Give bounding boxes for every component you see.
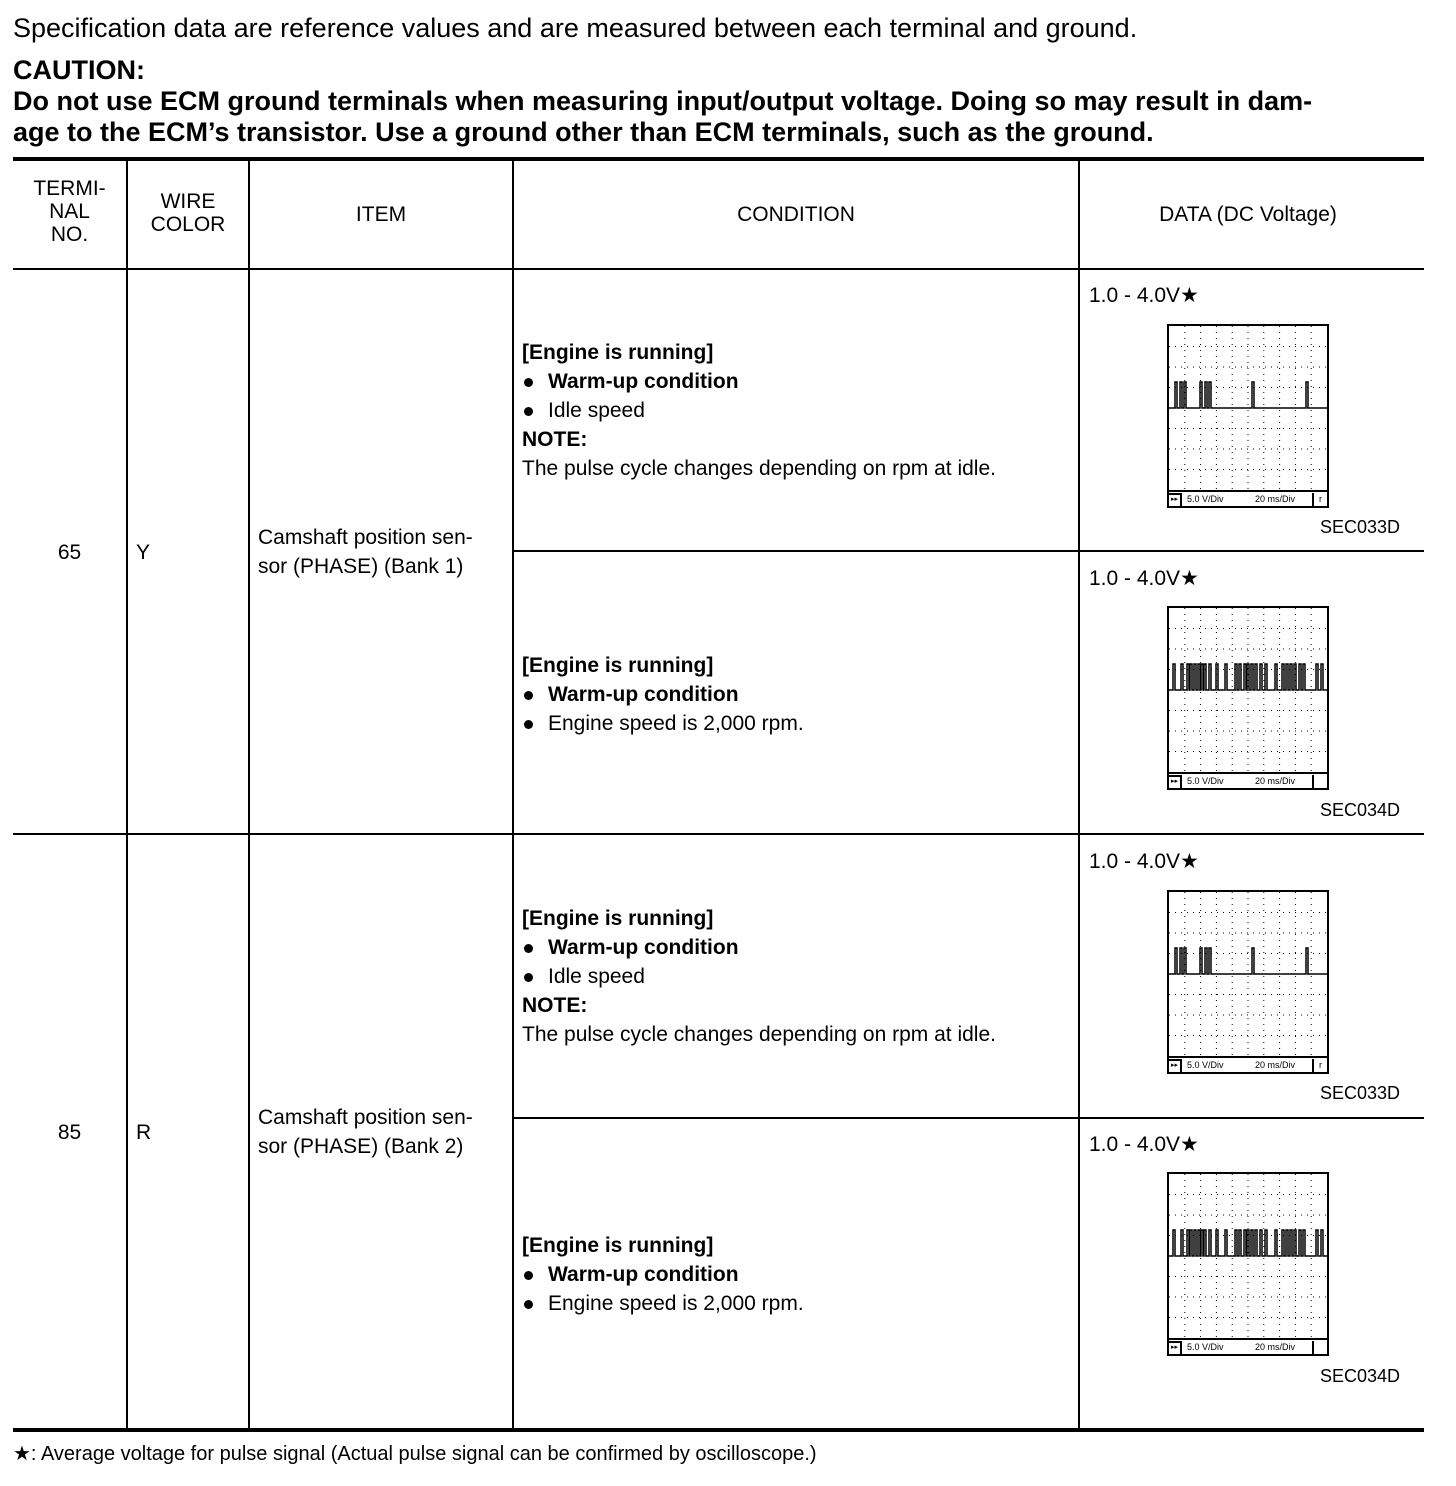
note-title: NOTE: — [522, 994, 588, 1017]
header-data: DATA (DC Voltage) — [1159, 203, 1337, 226]
col-divider-3 — [512, 160, 514, 1430]
oscilloscope-waveform — [1167, 890, 1329, 1074]
header-wire-color — [128, 190, 248, 236]
caution-title: CAUTION: — [13, 55, 145, 85]
condition-bullet: Warm-up condition — [522, 1260, 1074, 1289]
row-divider — [13, 833, 1424, 835]
condition-block — [522, 338, 1074, 483]
oscilloscope-waveform — [1167, 606, 1329, 790]
voltage-value: 1.0 - 4.0V★ — [1089, 850, 1199, 873]
scope-scale-v: 5.0 V/Div — [1187, 1342, 1224, 1352]
scope-plot — [1169, 1174, 1327, 1338]
item-description — [258, 1103, 508, 1161]
scope-scale-t: 20 ms/Div — [1255, 776, 1296, 786]
condition-bullet: Warm-up condition — [522, 680, 1074, 709]
col-divider-4 — [1078, 160, 1080, 1430]
header-terminal-line-1: TERMI- — [33, 177, 106, 200]
terminal-no: 65 — [57, 541, 82, 564]
col-divider-2 — [248, 160, 250, 1430]
scope-plot — [1169, 608, 1327, 772]
header-item: ITEM — [355, 203, 407, 226]
note-text: The pulse cycle changes depending on rpm at idle. — [522, 1023, 996, 1046]
scope-scale-t: 20 ms/Div — [1255, 1060, 1296, 1070]
wire-color: R — [136, 1121, 152, 1144]
condition-heading: [Engine is running] — [522, 341, 714, 364]
scope-scale-v: 5.0 V/Div — [1187, 1060, 1224, 1070]
wire-color: Y — [136, 541, 151, 564]
scope-status-divider — [1169, 772, 1327, 774]
caution-line-1: Do not use ECM ground terminals when measuring input/output voltage. Doing so may result in dam- — [13, 86, 1313, 116]
scope-status-divider — [1169, 490, 1327, 492]
subrow-divider-1 — [514, 550, 1424, 552]
figure-code: SEC034D — [1320, 1366, 1401, 1386]
condition-bullet: Engine speed is 2,000 rpm. — [522, 1289, 1074, 1318]
scope-scale-t: 20 ms/Div — [1255, 494, 1296, 504]
caution-text — [13, 86, 1443, 148]
header-condition: CONDITION — [737, 203, 855, 226]
fast-forward-icon: ▸▸ — [1169, 1059, 1182, 1072]
condition-block — [522, 904, 1074, 1049]
subrow-divider-2 — [514, 1117, 1424, 1119]
note-text: The pulse cycle changes depending on rpm at idle. — [522, 457, 996, 480]
condition-bullet: Warm-up condition — [522, 367, 1074, 396]
oscilloscope-waveform — [1167, 324, 1329, 508]
header-wire-line-1: WIRE — [160, 190, 216, 213]
item-line-2: sor (PHASE) (Bank 2) — [258, 1135, 464, 1158]
col-divider-1 — [126, 160, 128, 1430]
footnote: ★: Average voltage for pulse signal (Actual pulse signal can be confirmed by oscilloscope.) — [13, 1443, 817, 1465]
voltage-value: 1.0 - 4.0V★ — [1089, 1133, 1199, 1156]
note-title: NOTE: — [522, 428, 588, 451]
scope-plot — [1169, 892, 1327, 1056]
scope-end-label: r — [1312, 493, 1327, 506]
condition-heading: [Engine is running] — [522, 1234, 714, 1257]
voltage-value: 1.0 - 4.0V★ — [1089, 567, 1199, 590]
scope-scale-v: 5.0 V/Div — [1187, 776, 1224, 786]
fast-forward-icon: ▸▸ — [1169, 775, 1182, 788]
condition-bullet: Idle speed — [522, 396, 1074, 425]
intro-text: Specification data are reference values and are measured between each terminal and ground. — [13, 13, 1138, 43]
condition-block — [522, 651, 1074, 738]
scope-status-divider — [1169, 1056, 1327, 1058]
item-line-2: sor (PHASE) (Bank 1) — [258, 555, 464, 578]
voltage-value: 1.0 - 4.0V★ — [1089, 284, 1199, 307]
condition-bullet: Idle speed — [522, 962, 1074, 991]
oscilloscope-waveform — [1167, 1172, 1329, 1356]
table-top-rule — [13, 157, 1424, 161]
table-bottom-rule — [13, 1428, 1424, 1432]
scope-plot — [1169, 326, 1327, 490]
figure-code: SEC033D — [1320, 517, 1401, 537]
header-terminal-no — [13, 177, 126, 246]
condition-block — [522, 1231, 1074, 1318]
condition-bullet: Engine speed is 2,000 rpm. — [522, 709, 1074, 738]
scope-scale-t: 20 ms/Div — [1255, 1342, 1296, 1352]
scope-status-divider — [1169, 1338, 1327, 1340]
header-terminal-line-3: NO. — [50, 223, 89, 246]
fast-forward-icon: ▸▸ — [1169, 493, 1182, 506]
scope-scale-v: 5.0 V/Div — [1187, 494, 1224, 504]
scope-end-label — [1312, 775, 1327, 788]
item-line-1: Camshaft position sen- — [258, 1106, 473, 1129]
figure-code: SEC034D — [1320, 800, 1401, 820]
header-terminal-line-2: NAL — [49, 200, 90, 223]
item-line-1: Camshaft position sen- — [258, 526, 473, 549]
condition-heading: [Engine is running] — [522, 654, 714, 677]
scope-end-label — [1312, 1341, 1327, 1354]
figure-code: SEC033D — [1320, 1083, 1401, 1103]
condition-heading: [Engine is running] — [522, 907, 714, 930]
fast-forward-icon: ▸▸ — [1169, 1341, 1182, 1354]
header-wire-line-2: COLOR — [150, 213, 226, 236]
scope-end-label: r — [1312, 1059, 1327, 1072]
terminal-no: 85 — [57, 1121, 82, 1144]
header-bottom-rule — [13, 268, 1424, 270]
caution-line-2: age to the ECM’s transistor. Use a ground other than ECM terminals, such as the ground. — [13, 117, 1154, 147]
item-description — [258, 523, 508, 581]
condition-bullet: Warm-up condition — [522, 933, 1074, 962]
